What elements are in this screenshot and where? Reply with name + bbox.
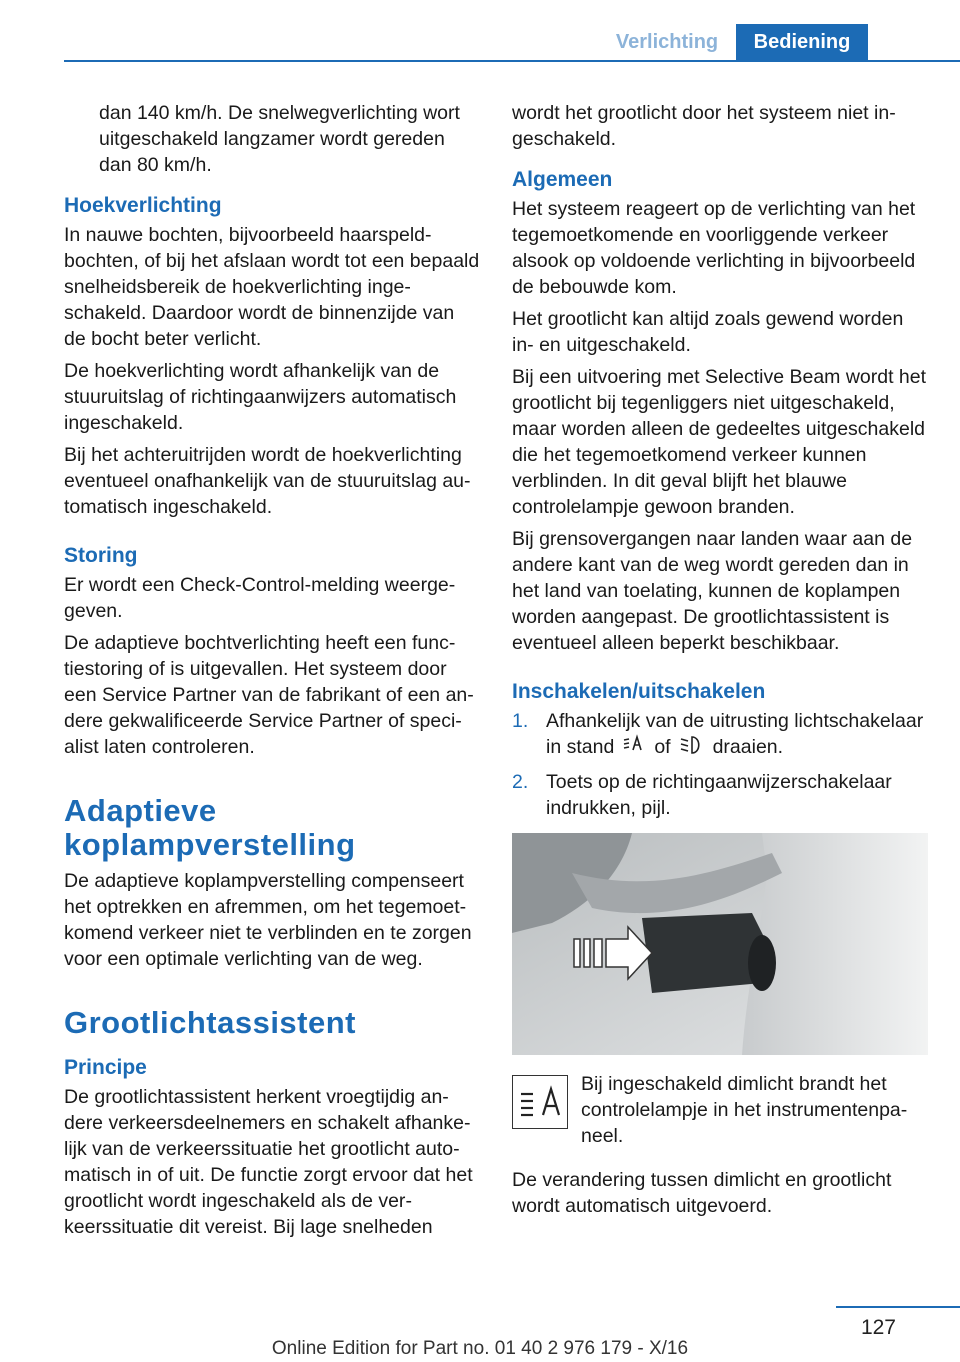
low-beam-icon bbox=[679, 734, 705, 763]
step-number: 2. bbox=[512, 771, 529, 793]
header-rule bbox=[64, 60, 960, 62]
grootlicht-heading: Grootlichtassistent bbox=[64, 1005, 356, 1040]
hoek-paragraph-1: In nauwe bochten, bijvoorbeeld haarspeldbochten, of bij het afslaan wordt tot een bepaald snelheidsbereik de hoekverlichting ingeschakeld. Daardoor wordt de binnenzijde van de bocht beter verlicht. bbox=[64, 224, 480, 350]
high-beam-assistant-icon bbox=[512, 1075, 568, 1129]
storing-paragraph-1: Er wordt een Check-Control-melding weergegeven. bbox=[64, 574, 456, 622]
hoek-paragraph-2: De hoekverlichting wordt afhankelijk van de stuuruitslag of richtingaanwijzers automatisch ingeschakeld. bbox=[64, 360, 457, 434]
indicator-text: Bij ingeschakeld dimlicht brandt het controlelampje in het instrumentenpaneel. bbox=[581, 1073, 908, 1147]
algemeen-paragraph-4: Bij grensovergangen naar landen waar aan de andere kant van de weg wordt gereden dan in het land van toelating, kunnen de koplampen worden aangepast. De grootlichtassistent is eventueel alleen beperkt beschikbaar. bbox=[512, 528, 913, 654]
step-item bbox=[512, 769, 928, 821]
page-number: 127 bbox=[860, 1316, 896, 1339]
hoek-paragraph-3: Bij het achteruitrijden wordt de hoekverlichting eventueel onafhankelijk van de stuuruitslag automatisch ingeschakeld. bbox=[64, 444, 471, 518]
step-text-a: Afhankelijk van de uitrusting lichtschakelaar in stand bbox=[546, 710, 924, 758]
intro-paragraph: dan 140 km/h. De snelwegverlichting wort uitgeschakeld langzamer wordt gereden dan 80 km/h. bbox=[99, 102, 460, 176]
left-column bbox=[64, 100, 480, 1246]
footer-rule bbox=[836, 1306, 960, 1308]
algemeen-heading: Algemeen bbox=[512, 168, 613, 191]
storing-heading: Storing bbox=[64, 544, 138, 567]
inschakelen-heading: Inschakelen/uitschakelen bbox=[512, 680, 766, 703]
edition-footer: Online Edition for Part no. 01 40 2 976 179 - X/16 bbox=[271, 1338, 689, 1359]
principe-heading: Principe bbox=[64, 1056, 147, 1079]
principe-paragraph: De grootlichtassistent herkent vroegtijdig andere verkeersdeelnemers en schakelt afhankelijk van de verkeerssituatie het grootlicht automatisch in of uit. De functie zorgt ervoor dat het grootlicht wordt ingeschakeld als de verkeerssituatie dit vereist. Bij lage snelheden bbox=[64, 1086, 473, 1238]
hoekverlichting-heading: Hoekverlichting bbox=[64, 194, 222, 217]
step-text-c: draaien. bbox=[712, 736, 784, 758]
section-tab: Bediening bbox=[736, 24, 868, 60]
step-text-b: of bbox=[654, 736, 671, 758]
steps-list bbox=[512, 708, 928, 821]
algemeen-paragraph-1: Het systeem reageert op de verlichting van het tegemoetkomende en voorliggende verkeer alsook op voldoende verlichting in bijvoorbeeld de bebouwde kom. bbox=[512, 198, 916, 298]
step-text: Toets op de richtingaanwijzerschakelaar indrukken, pijl. bbox=[546, 771, 892, 819]
closing-paragraph: De verandering tussen dimlicht en grootlicht wordt automatisch uitgevoerd. bbox=[512, 1169, 892, 1217]
right-intro-paragraph: wordt het grootlicht door het systeem niet ingeschakeld. bbox=[512, 102, 896, 150]
page-header bbox=[0, 0, 960, 62]
adaptieve-paragraph: De adaptieve koplampverstelling compenseert het optrekken en afremmen, om het tegemoetkomend verkeer niet te verblinden en te zorgen voor een optimale verlichting van de weg. bbox=[64, 870, 472, 970]
step-item bbox=[512, 708, 928, 763]
step-number: 1. bbox=[512, 710, 529, 732]
storing-paragraph-2: De adaptieve bochtverlichting heeft een functiestoring of is uitgevallen. Het systeem door een Service Partner van de fabrikant of een andere gekwalificeerde Service Partner of specialist laten controleren. bbox=[64, 632, 474, 758]
turn-signal-stalk-photo bbox=[512, 833, 928, 1055]
chapter-tab: Verlichting bbox=[615, 31, 719, 53]
right-column bbox=[512, 100, 928, 1225]
indicator-note bbox=[512, 1071, 928, 1149]
algemeen-paragraph-2: Het grootlicht kan altijd zoals gewend worden in- en uitgeschakeld. bbox=[512, 308, 904, 356]
auto-light-switch-icon bbox=[622, 734, 646, 763]
algemeen-paragraph-3: Bij een uitvoering met Selective Beam wordt het grootlicht bij tegenliggers niet uitgeschakeld, maar worden alleen de gedeeltes uitgeschakeld die het tegemoetkomend verkeer kunnen verblinden. In dit geval blijft het blauwe controlelampje gewoon branden. bbox=[512, 366, 927, 518]
adaptieve-heading: Adaptieve koplampverstelling bbox=[64, 793, 356, 862]
